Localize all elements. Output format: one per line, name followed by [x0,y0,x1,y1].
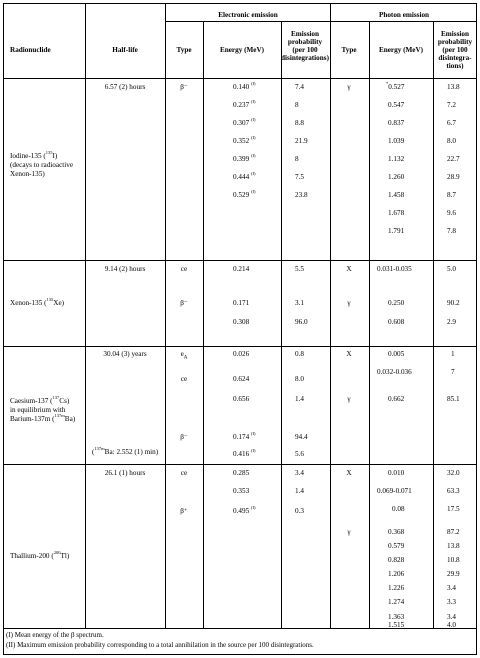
electronic-probability: 94.4 [295,433,308,441]
photon-probability: 3.4 [447,613,456,621]
photon-energy: 1.515 [388,621,405,629]
electronic-probability: 5.6 [295,450,304,458]
electronic-probability: 8.0 [295,375,304,383]
photon-type: γ [347,528,351,536]
header-electronic-energy: Energy (MeV) [219,46,265,54]
photon-probability: 29.9 [447,570,460,578]
header-electronic-type: Type [176,46,192,54]
header-half-life: Half-life [112,46,138,54]
electronic-energy: 0.171 [233,299,250,307]
electronic-probability: 96.0 [295,318,308,326]
header-photon-probability: disintegra- [438,54,472,62]
electronic-energy: 0.285 [233,469,250,477]
radionuclide-name: Xenon-135 ($^{135}$Xe) [10,297,65,307]
photon-probability: 87.2 [447,528,460,536]
electronic-energy: 0.416 $^{(I)}$ [233,448,256,458]
half-life-value: 6.57 (2) hours [104,83,146,91]
photon-energy: 1.260 [388,173,405,181]
photon-energy: 0.069-0.071 [377,487,412,495]
electronic-probability: 1.4 [295,395,304,403]
electronic-probability: 5.5 [295,265,304,273]
electronic-probability: 0.3 [295,507,304,515]
photon-energy: 0.250 [388,299,405,307]
photon-type: X [346,265,352,273]
photon-probability: 13.8 [447,542,460,550]
electronic-type: $e_A$ [180,350,188,361]
electronic-type: ce [180,265,188,273]
photon-probability: 3.4 [447,584,456,592]
photon-type: X [346,350,352,358]
electronic-probability: 8 [295,101,299,109]
photon-probability: 17.5 [447,505,460,513]
electronic-energy: 0.656 [233,395,250,403]
half-life-value: 30.04 (3) years [103,350,147,358]
photon-probability: 63.3 [447,487,460,495]
photon-probability: 10.8 [447,556,460,564]
photon-energy: 0.005 [388,350,405,358]
col-divider [85,4,86,628]
photon-energy: 0.547 [388,101,405,109]
row-divider [4,78,477,79]
col-divider [433,21,434,628]
header-photon-type: Type [341,46,357,54]
photon-energy: 0.368 [388,528,405,536]
col-divider [281,21,282,628]
radionuclide-note: in equilibrium with [10,406,66,414]
col-divider [203,21,204,628]
photon-probability: 8.0 [447,137,456,145]
photon-probability: 85.1 [447,395,460,403]
photon-probability: 4.0 [447,621,456,629]
photon-energy: 1.206 [388,570,405,578]
photon-probability: 7 [451,368,455,376]
photon-energy: 1.458 [388,191,405,199]
photon-energy: 1.791 [388,227,405,235]
half-life-value: 9.14 (2) hours [104,265,146,273]
photon-probability: 32.0 [447,469,460,477]
photon-energy: 0.031-0.035 [377,265,412,273]
header-photon-probability: tions) [446,62,464,70]
electronic-probability: 21.9 [295,137,308,145]
electronic-energy: 0.026 [233,350,250,358]
photon-energy: 1.039 [388,137,405,145]
header-electronic-probability: probability [287,38,323,46]
electronic-type: β⁻ [180,433,188,441]
photon-energy: 0.828 [388,556,405,564]
header-photon-probability: (per 100 [442,46,468,54]
header-photon-probability: probability [437,38,473,46]
col-divider [369,21,370,628]
header-photon-probability: Emission [441,30,469,38]
photon-energy: 1.274 [388,598,405,606]
electronic-probability: 8 [295,155,299,163]
footnote: (II) Maximum emission probability corresponding to a total annihilation in the source per 100 disintegrations. [6,641,314,649]
header-electronic-probability: (per 100 [292,46,318,54]
electronic-energy: 0.529 $^{(I)}$ [233,189,256,199]
electronic-probability: 1.4 [295,487,304,495]
photon-type: γ [347,395,351,403]
header-photon-emission: Photon emission [378,11,430,19]
photon-energy: 0.032-0.036 [377,368,412,376]
header-underline [165,21,477,22]
electronic-energy: 0.214 [233,265,250,273]
photon-probability: 1 [451,350,455,358]
electronic-probability: 7.4 [295,83,304,91]
photon-energy: 0.662 [388,395,405,403]
electronic-type: β⁺ [180,507,188,515]
photon-energy: 0.08 [392,505,405,513]
row-divider [4,464,477,465]
electronic-probability: 23.8 [295,191,308,199]
photon-probability: 13.8 [447,83,460,91]
photon-energy: *0.527 [386,81,405,91]
half-life-value: 26.1 (1) hours [104,469,146,477]
col-divider [330,4,331,628]
photon-energy: 0.010 [388,469,405,477]
photon-energy: 1.678 [388,209,405,217]
electronic-probability: 3.1 [295,299,304,307]
radionuclide-note: Xenon-135) [10,170,45,178]
photon-energy: 1.363 [388,613,405,621]
electronic-energy: 0.495 $^{(I)}$ [233,505,256,515]
radionuclide-name: Thallium-200 ($^{200}$Tl) [10,550,70,560]
electronic-type: β⁻ [180,299,188,307]
photon-energy: 1.226 [388,584,405,592]
photon-probability: 22.7 [447,155,460,163]
electronic-type: ce [180,375,188,383]
electronic-energy: 0.444 $^{(I)}$ [233,171,256,181]
header-electronic-probability: disintegrations) [281,54,329,62]
photon-probability: 8.7 [447,191,456,199]
photon-energy: 1.132 [388,155,405,163]
photon-type: X [346,469,352,477]
electronic-energy: 0.352 $^{(I)}$ [233,135,256,145]
header-electronic-emission: Electronic emission [218,11,278,19]
electronic-probability: 8.8 [295,119,304,127]
electronic-energy: 0.174 $^{(I)}$ [233,431,256,441]
radionuclide-name: Caesium-137 ($^{137}$Cs) [10,395,70,405]
half-life-value: ($^{137m}$Ba: 2.552 (1) min) [92,446,159,456]
electronic-energy: 0.624 [233,375,250,383]
footnote: (I) Mean energy of the β spectrum. [6,631,104,639]
electronic-energy: 0.308 [233,318,250,326]
photon-type: γ [347,83,351,91]
electronic-energy: 0.140 $^{(I)}$ [233,81,256,91]
header-electronic-probability: Emission [291,30,319,38]
photon-probability: 7.8 [447,227,456,235]
photon-energy: 0.837 [388,119,405,127]
electronic-probability: 0.8 [295,350,304,358]
electronic-energy: 0.307 $^{(I)}$ [233,117,256,127]
electronic-type: β⁻ [180,83,188,91]
row-divider [4,346,477,347]
photon-energy: 0.608 [388,318,405,326]
photon-probability: 2.9 [447,318,456,326]
electronic-probability: 3.4 [295,469,304,477]
photon-type: γ [347,299,351,307]
electronic-type: ce [180,469,188,477]
photon-probability: 6.7 [447,119,456,127]
photon-probability: 9.6 [447,209,456,217]
electronic-energy: 0.399 $^{(I)}$ [233,153,256,163]
radionuclide-name: Iodine-135 ($^{135}$I) [10,150,58,160]
row-divider [4,260,477,261]
photon-probability: 5.0 [447,265,456,273]
photon-probability: 3.3 [447,598,456,606]
photon-probability: 28.9 [447,173,460,181]
header-radionuclide: Radionuclide [10,46,51,54]
photon-probability: 90.2 [447,299,460,307]
electronic-energy: 0.237 $^{(I)}$ [233,99,256,109]
header-photon-energy: Energy (MeV) [378,46,424,54]
radionuclide-note: (decays to radioactive [10,161,74,169]
photon-energy: 0.579 [388,542,405,550]
radionuclide-note: Barium-137m ($^{137m}$Ba) [10,413,76,423]
row-divider [4,628,477,629]
electronic-energy: 0.353 [233,487,250,495]
radionuclide-table [3,3,477,655]
electronic-probability: 7.5 [295,173,304,181]
photon-probability: 7.2 [447,101,456,109]
col-divider [165,4,166,628]
